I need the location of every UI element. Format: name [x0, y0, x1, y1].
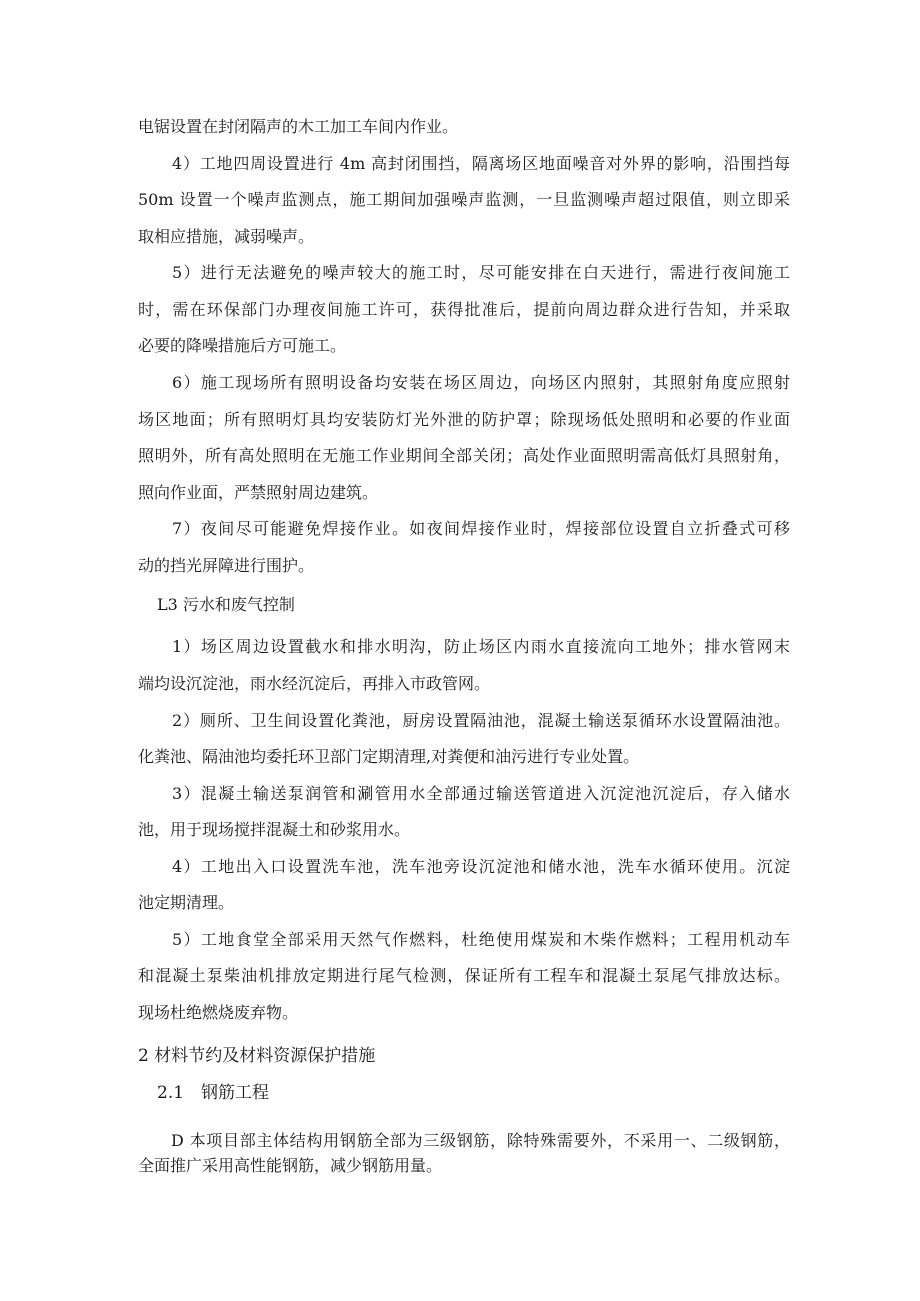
text-line: 化粪池、隔油池均委托环卫部门定期清理,对粪便和油污进行专业处置。 [138, 747, 640, 766]
text-line: 6）施工现场所有照明设备均安装在场区周边，向场区内照射，其照射角度应照射 [172, 373, 790, 392]
chapter-heading: 2 材料节约及材料资源保护措施 [138, 1046, 376, 1066]
text-line: 1）场区周边设置截水和排水明沟，防止场区内雨水直接流向工地外；排水管网末 [172, 637, 790, 656]
text-line: 照向作业面，严禁照射周边建筑。 [138, 483, 379, 502]
text-line: 必要的降噪措施后方可施工。 [138, 336, 347, 355]
text-line: 50m 设置一个噪声监测点，施工期间加强噪声监测，一旦监测噪声超过限值，则立即采 [138, 190, 790, 209]
subsection-heading: 2.1 钢筋工程 [157, 1083, 270, 1103]
text-line: 5）进行无法避免的噪声较大的施工时，尽可能安排在白天进行，需进行夜间施工 [172, 263, 790, 282]
text-line: 4）工地四周设置进行 4m 高封闭围挡，隔离场区地面噪音对外界的影响，沿围挡每 [172, 154, 790, 173]
text-line: D 本项目部主体结构用钢筋全部为三级钢筋，除特殊需要外，不采用一、二级钢筋， [171, 1131, 790, 1150]
text-line: 池定期清理。 [138, 893, 235, 912]
text-line: 取相应措施，减弱噪声。 [138, 227, 315, 246]
section-heading: L3 污水和废气控制 [157, 595, 295, 614]
text-line: 端均设沉淀池，雨水经沉淀后，再排入市政管网。 [138, 674, 491, 693]
text-line: 全面推广采用高性能钢筋，减少钢筋用量。 [138, 1156, 443, 1175]
text-line: 7）夜间尽可能避免焊接作业。如夜间焊接作业时，焊接部位设置自立折叠式可移 [172, 519, 790, 538]
text-line: 2）厕所、卫生间设置化粪池，厨房设置隔油池，混凝土输送泵循环水设置隔油池。 [172, 711, 790, 730]
text-line: 照明外，所有高处照明在无施工作业期间全部关闭；高处作业面照明需高低灯具照射角， [138, 446, 790, 465]
text-line: 电锯设置在封闭隔声的木工加工车间内作业。 [138, 117, 459, 136]
text-line: 现场杜绝燃烧废弃物。 [138, 1003, 299, 1022]
text-line: 时，需在环保部门办理夜间施工许可，获得批准后，提前向周边群众进行告知，并采取 [138, 300, 790, 319]
text-line: 5）工地食堂全部采用天然气作燃料，杜绝使用煤炭和木柴作燃料；工程用机动车 [172, 930, 790, 949]
text-line: 场区地面；所有照明灯具均安装防灯光外泄的防护罩；除现场低处照明和必要的作业面 [138, 410, 790, 429]
text-line: 池，用于现场搅拌混凝土和砂浆用水。 [138, 820, 411, 839]
text-line: 和混凝土泵柴油机排放定期进行尾气检测，保证所有工程车和混凝土泵尾气排放达标。 [138, 966, 790, 985]
text-line: 3）混凝土输送泵润管和涮管用水全部通过输送管道进入沉淀池沉淀后，存入储水 [172, 784, 790, 803]
text-line: 4）工地出入口设置洗车池，洗车池旁设沉淀池和储水池，洗车水循环使用。沉淀 [172, 857, 790, 876]
text-line: 动的挡光屏障进行围护。 [138, 556, 315, 575]
